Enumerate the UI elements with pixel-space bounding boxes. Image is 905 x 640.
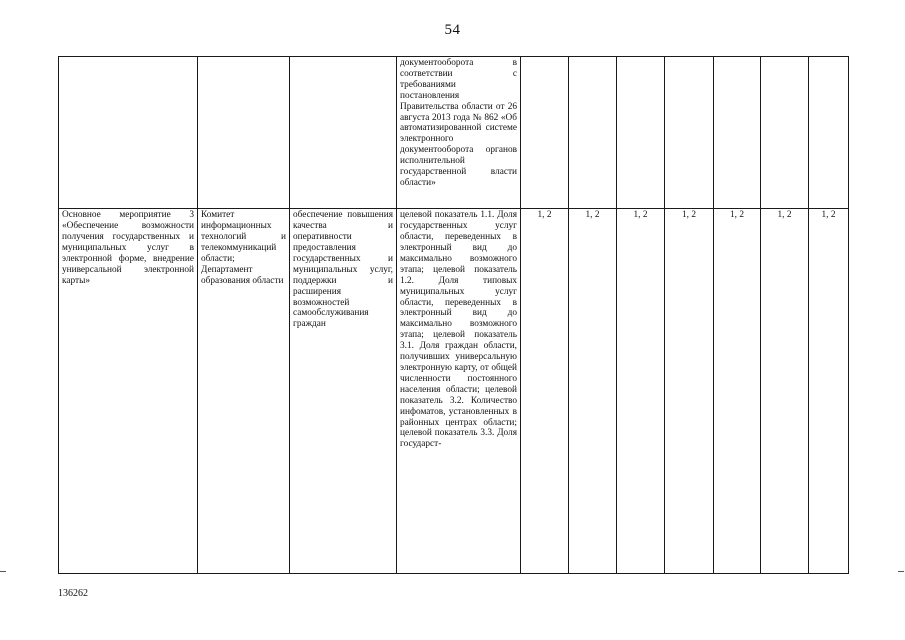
cell-year-empty — [761, 57, 809, 209]
cell-year-value: 1, 2 — [617, 209, 665, 574]
table-row-continuation — [59, 57, 849, 209]
cell-year-value: 1, 2 — [665, 209, 714, 574]
program-events-table — [58, 56, 849, 574]
cell-year-value: 1, 2 — [809, 209, 849, 574]
cell-result-empty — [290, 57, 397, 209]
cell-target-indicators-continued: документооборота в соответствии с требованиями постановления Правительства области от 26 августа 2013 года № 862 «Об автоматизированной системе электронного документооборота органов исполнительной государственной власти области» — [397, 57, 521, 209]
cell-target-indicators: целевой показатель 1.1. Доля государственных услуг области, переведенных в электронный вид до максимально возможного этапа; целевой показатель 1.2. Доля типовых муниципальных услуг области, переведенных в электронный вид до максимально возможного этапа; целевой показатель 3.1. Доля граждан области, получивших универсальную электронную карту, от общей численности постоянного населения области; целевой показатель 3.2. Количество инфоматов, установленных в районных центрах области; целевой показатель 3.3. Доля государст- — [397, 209, 521, 574]
cell-year-value: 1, 2 — [714, 209, 761, 574]
cell-expected-result: обеспечение повышения качества и оперативности предоставления государственных и муниципальных услуг, поддержки и расширения возможностей самообслуживания граждан — [290, 209, 397, 574]
page-number: 54 — [444, 22, 461, 38]
cell-year-empty — [521, 57, 569, 209]
cell-year-empty — [569, 57, 617, 209]
scan-edge-mark — [0, 571, 6, 572]
cell-year-value: 1, 2 — [569, 209, 617, 574]
table-row-main-event-3 — [59, 209, 849, 574]
cell-year-empty — [665, 57, 714, 209]
cell-executor: Комитет информационных технологий и телекоммуникаций области; Департамент образования области — [198, 209, 290, 574]
cell-event-empty — [59, 57, 198, 209]
cell-year-empty — [809, 57, 849, 209]
scan-edge-mark — [898, 571, 904, 572]
cell-year-value: 1, 2 — [521, 209, 569, 574]
cell-year-value: 1, 2 — [761, 209, 809, 574]
document-code: 136262 — [58, 588, 88, 599]
cell-event: Основное мероприятие 3 «Обеспечение возможности получения государственных и муниципальных услуг в электронной форме, внедрение универсальной электронной карты» — [59, 209, 198, 574]
cell-executor-empty — [198, 57, 290, 209]
cell-year-empty — [714, 57, 761, 209]
cell-year-empty — [617, 57, 665, 209]
